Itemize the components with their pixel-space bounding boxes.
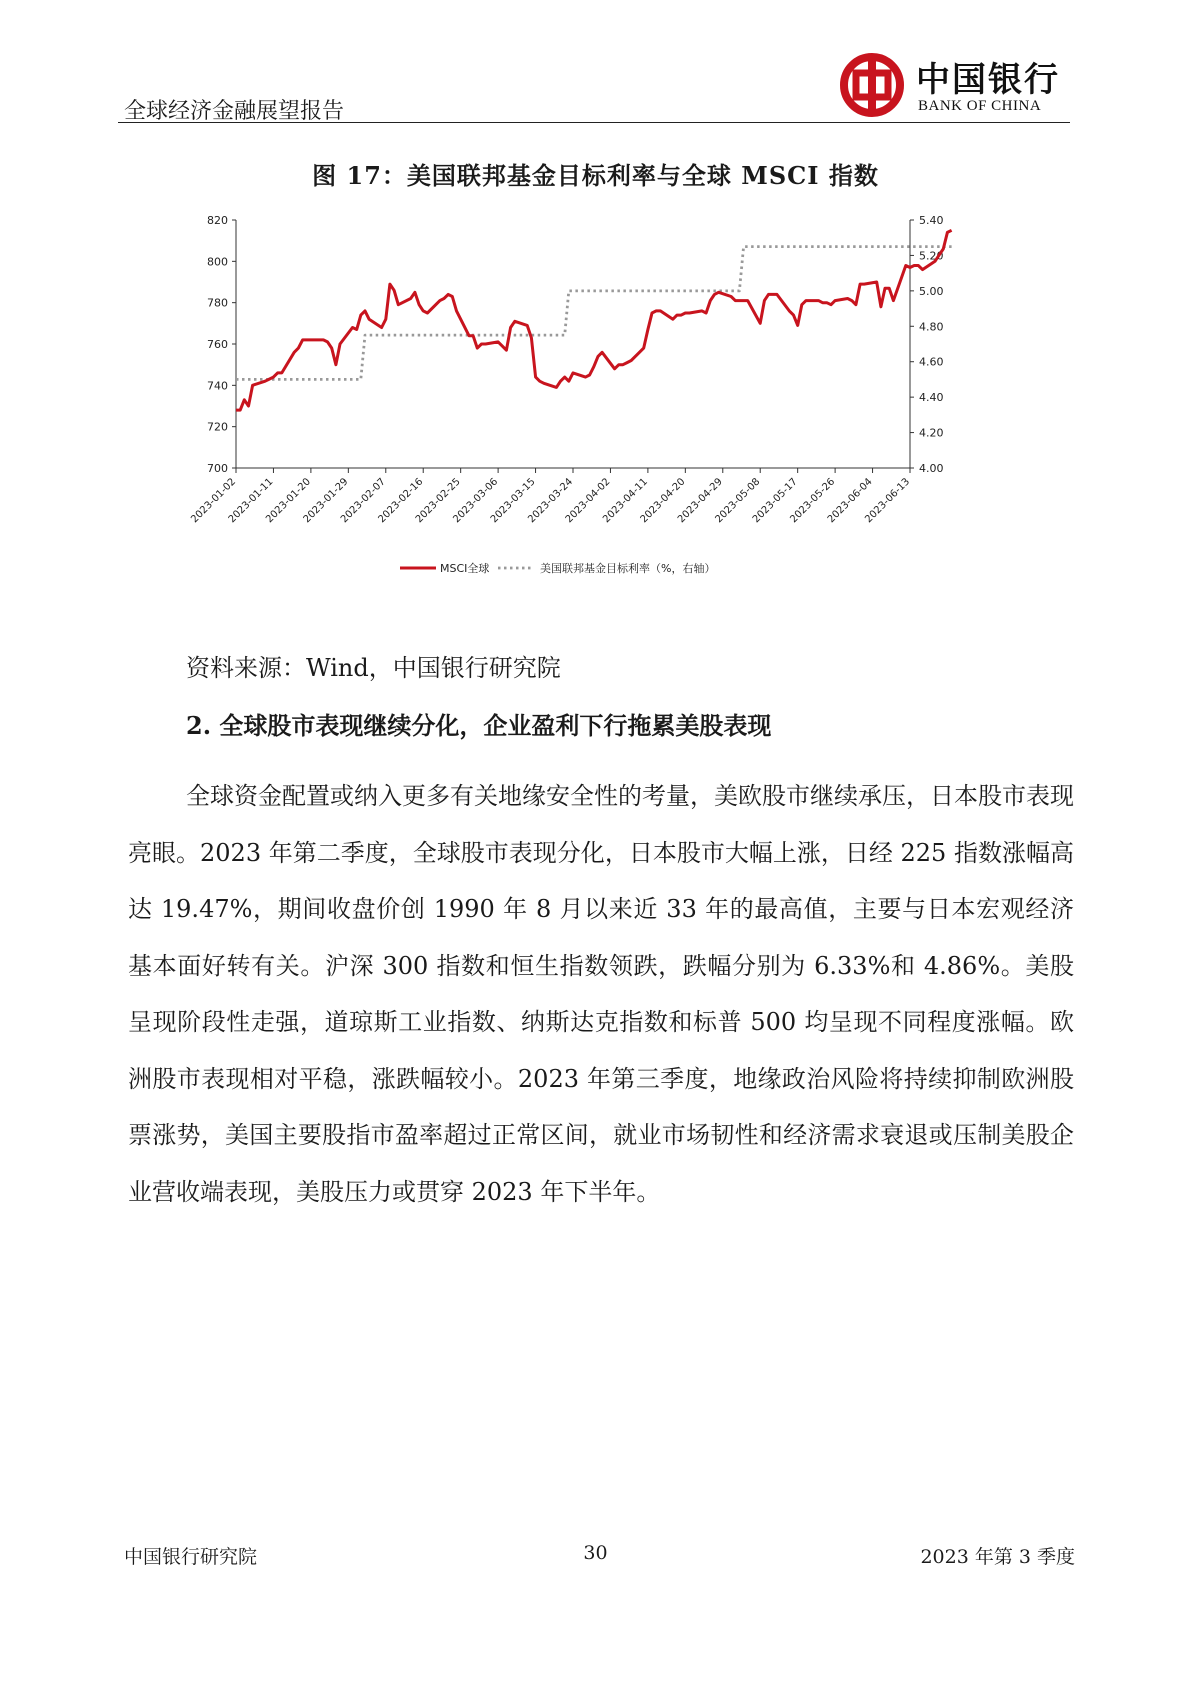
x-tick-label: 2023-05-08 [713, 476, 763, 526]
y-right-tick-label: 5.40 [919, 214, 944, 227]
msci-fed-rate-chart [189, 214, 1000, 630]
x-tick-label: 2023-01-11 [226, 476, 276, 526]
x-tick-label: 2023-04-02 [563, 476, 613, 526]
fed-rate-line [236, 247, 952, 380]
y-left-tick-label: 700 [207, 462, 228, 475]
y-right-tick-label: 4.20 [919, 426, 944, 440]
y-right-tick-label: 4.00 [919, 462, 944, 475]
bank-of-china-emblem-icon [838, 52, 908, 118]
report-title: 全球经济金融展望报告 [124, 99, 345, 124]
y-right-tick-label: 4.60 [919, 355, 944, 369]
msci-line [236, 230, 952, 410]
section-heading: 2. 全球股市表现继续分化，企业盈利下行拖累美股表现 [186, 711, 772, 740]
y-right-tick-label: 4.80 [919, 320, 944, 334]
x-tick-label: 2023-05-17 [750, 476, 800, 526]
legend-fed-rate-label: 美国联邦基金目标利率（%，右轴） [540, 562, 716, 575]
x-tick-label: 2023-04-20 [638, 476, 688, 526]
footer-period: 2023 年第 3 季度 [920, 1546, 1075, 1568]
y-right-tick-label: 5.00 [919, 284, 944, 298]
y-left-tick-label: 800 [207, 255, 228, 269]
body-paragraph: 全球资金配置或纳入更多有关地缘安全性的考量，美欧股市继续承压，日本股市表现亮眼。2023 年第二季度，全球股市表现分化，日本股市大幅上涨，日经 225 指数涨幅高达 19.47%，期间收盘价创 1990 年 8 月以来近 33 年的最高值，主要与日本宏观经济基本面好转有关。沪深 300 指数和恒生指数领跌，跌幅分别为 6.33%和 4.86%。美股呈现阶段性走强，道琼斯工业指数、纳斯达克指数和标普 500 均呈现不同程度涨幅。欧洲股市表现相对平稳，涨跌幅较小。2023 年第三季度，地缘政治风险将持续抑制欧洲股票涨势，美国主要股指市盈率超过正常区间，就业市场韧性和经济需求衰退或压制美股企业营收端表现，美股压力或贯穿 2023 年下半年。 [128, 782, 1074, 1206]
chart-axes [189, 214, 943, 525]
x-tick-label: 2023-02-07 [339, 476, 388, 526]
chart-series [236, 230, 952, 410]
x-tick-label: 2023-03-15 [488, 476, 538, 526]
y-left-tick-label: 820 [207, 214, 228, 227]
y-right-tick-label: 5.20 [919, 249, 944, 263]
x-tick-label: 2023-01-29 [301, 476, 351, 526]
logo-english-name: BANK OF CHINA [918, 98, 1042, 114]
x-tick-label: 2023-04-11 [601, 476, 651, 526]
legend-msci-label: MSCI全球 [440, 562, 490, 575]
bank-of-china-logo [838, 52, 1078, 120]
x-tick-label: 2023-03-24 [526, 476, 576, 526]
x-tick-label: 2023-06-04 [825, 476, 875, 526]
footer-org: 中国银行研究院 [124, 1546, 258, 1568]
figure-title: 图 17：美国联邦基金目标利率与全球 MSCI 指数 [312, 161, 879, 190]
y-left-tick-label: 760 [207, 338, 228, 351]
y-left-tick-label: 720 [207, 420, 228, 434]
x-tick-label: 2023-05-26 [788, 476, 838, 526]
chart-legend [400, 561, 715, 575]
y-left-tick-label: 740 [207, 379, 228, 393]
figure-source: 资料来源：Wind，中国银行研究院 [186, 654, 561, 682]
header-divider [118, 122, 1070, 123]
x-tick-label: 2023-02-16 [376, 476, 426, 526]
x-tick-label: 2023-03-06 [451, 476, 501, 526]
x-tick-label: 2023-01-20 [264, 476, 314, 526]
x-tick-label: 2023-02-25 [413, 476, 463, 526]
y-right-tick-label: 4.40 [919, 391, 944, 405]
y-left-tick-label: 780 [207, 296, 228, 310]
x-tick-label: 2023-06-13 [863, 476, 913, 526]
logo-chinese-name: 中国银行 [916, 60, 1060, 100]
x-tick-label: 2023-04-29 [676, 476, 725, 526]
x-tick-label: 2023-01-02 [189, 476, 239, 526]
page-number: 30 [583, 1542, 608, 1564]
